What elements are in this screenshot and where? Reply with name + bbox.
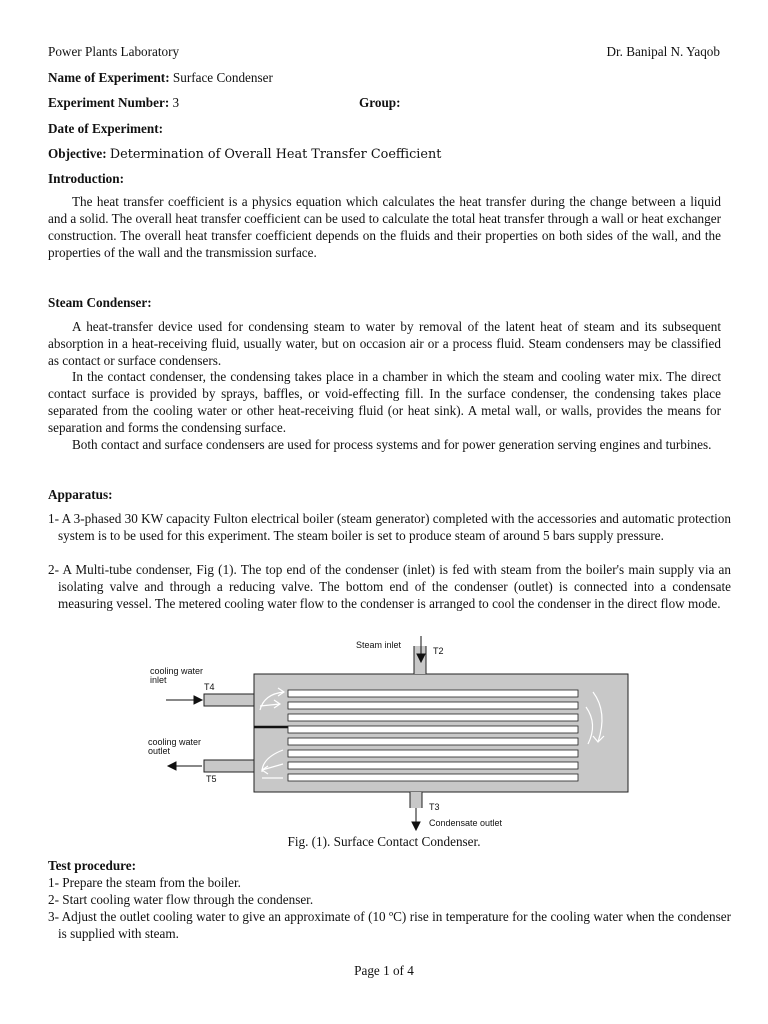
condensate-outlet-label: Condensate outlet [429, 818, 503, 828]
header-lab-name: Power Plants Laboratory [48, 44, 180, 59]
cooling-water-inlet-pipe [204, 694, 254, 706]
date-label: Date of Experiment: [48, 121, 163, 136]
condenser-diagram [128, 632, 648, 832]
t2-label: T2 [433, 646, 444, 656]
condensate-outlet-pipe [410, 792, 422, 808]
cooling-water-inlet-label-1: cooling water [150, 666, 204, 676]
cooling-water-outlet-pipe [204, 760, 254, 772]
t3-label: T3 [429, 802, 440, 812]
objective-value: Determination of Overall Heat Transfer Coefficient [109, 147, 442, 162]
experiment-name-label: Name of Experiment: [48, 70, 170, 85]
apparatus-item-2: 2- A Multi-tube condenser, Fig (1). The top end of the condenser (inlet) is fed with steam from the boiler's main supply via an isolating valve and through a reducing valve. The bottom end of the condenser (outlet) is connected into a condensate measuring vessel. The metered cooling water flow to the condenser is arranged to cool the condenser in the direct flow mode. [48, 562, 731, 611]
apparatus-heading: Apparatus: [48, 487, 113, 502]
cooling-water-outlet-label-1: cooling water [148, 737, 202, 747]
introduction-paragraph: The heat transfer coefficient is a physics equation which calculates the heat transfer during the change between a liquid and a solid. The overall heat transfer coefficient can be used to calculate the total heat transfer through a wall or heat exchanger construction. The overall heat transfer coefficient depends on the fluids and their properties on both sides of the wall, and the properties of the wall and the transmission surface. [48, 194, 721, 260]
t5-label: T5 [206, 774, 217, 784]
steam-condenser-paragraph-3: Both contact and surface condensers are used for process systems and for power generation serving engines and turbines. [72, 437, 712, 452]
cooling-water-outlet-label-2: outlet [148, 746, 171, 756]
experiment-name-value: Surface Condenser [172, 70, 273, 85]
test-step-2: 2- Start cooling water flow through the condenser. [48, 892, 314, 907]
cooling-water-inlet-label-2: inlet [150, 675, 167, 685]
steam-inlet-label: Steam inlet [356, 640, 402, 650]
t4-label: T4 [204, 682, 215, 692]
test-procedure-heading: Test procedure: [48, 858, 137, 873]
steam-condenser-heading: Steam Condenser: [48, 295, 152, 310]
page-number: Page 1 of 4 [354, 963, 414, 978]
figure-caption: Fig. (1). Surface Contact Condenser. [287, 834, 481, 849]
objective-line [48, 145, 441, 163]
test-step-3: 3- Adjust the outlet cooling water to give an approximate of (10 ºC) rise in temperature for the cooling water when the condenser is supplied with steam. [48, 909, 731, 941]
steam-condenser-paragraph-1: A heat-transfer device used for condensing steam to water by removal of the latent heat of steam and its subsequent absorption in a heat-receiving fluid, usually water, but on occasion air or a process fluid. Steam condensers may be classified as contact or surface condensers. [48, 319, 721, 368]
experiment-number-label: Experiment Number: [48, 95, 170, 110]
header-author: Dr. Banipal N. Yaqob [606, 44, 720, 59]
experiment-name-line [48, 69, 273, 86]
objective-label: Objective: [48, 146, 107, 161]
steam-condenser-paragraph-2: In the contact condenser, the condensing takes place in a chamber in which the steam and cooling water mix. The direct contact surface is provided by sprays, baffles, or void-effecting fill. In the surface condenser, the condensing takes place separated from the cooling water or other heat-receiving fluid (or heat sink). A metal wall, or walls, provides the means for separation and forms the condensing surface. [48, 369, 721, 435]
apparatus-item-1: 1- A 3-phased 30 KW capacity Fulton electrical boiler (steam generator) completed with the accessories and automatic protection system is to be used for this experiment. The steam boiler is set to produce steam of around 5 bars supply pressure. [48, 511, 731, 543]
introduction-heading: Introduction: [48, 171, 124, 186]
experiment-number-value: 3 [172, 95, 180, 110]
test-step-1: 1- Prepare the steam from the boiler. [48, 875, 241, 890]
group-label: Group: [359, 95, 401, 110]
experiment-number-line [48, 94, 179, 111]
